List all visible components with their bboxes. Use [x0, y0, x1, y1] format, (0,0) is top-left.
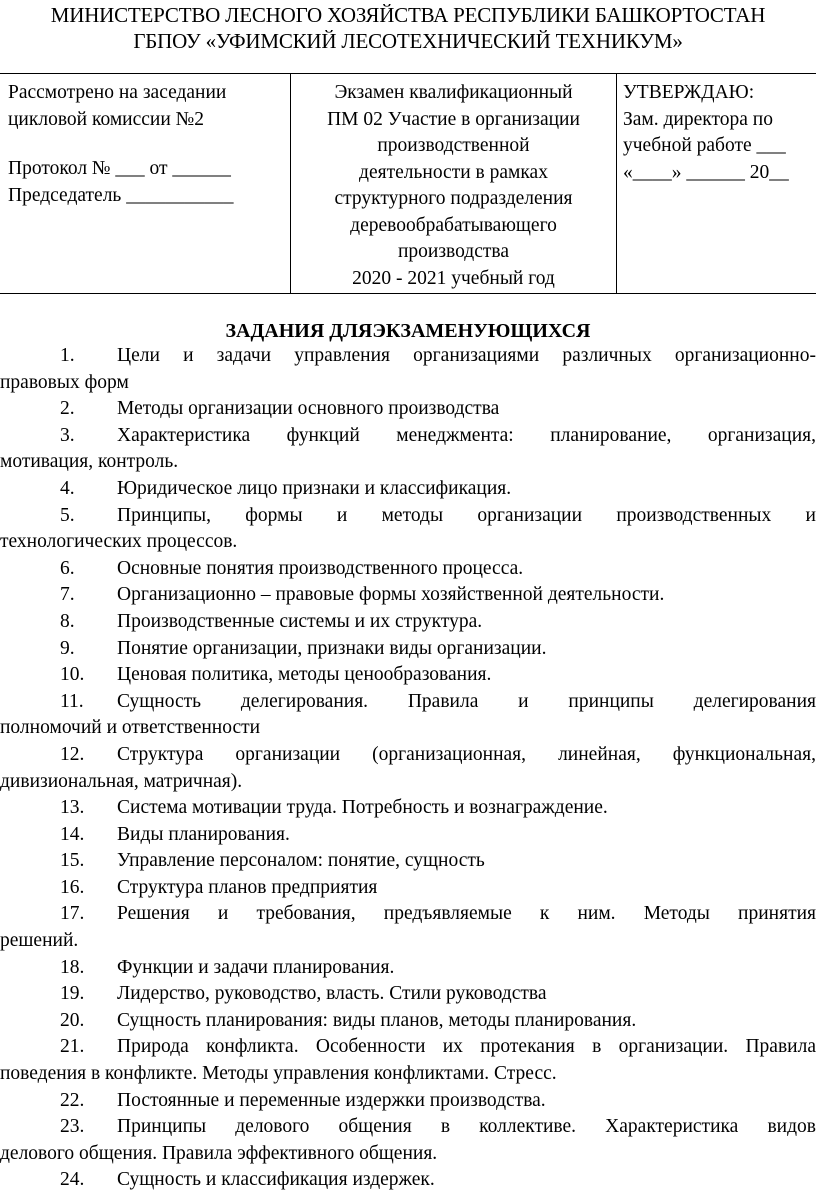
task-number: 12. [60, 743, 85, 765]
task-text: Юридическое лицо признаки и классификация. [117, 477, 512, 499]
exam-line: ПМ 02 Участие в организации [327, 108, 580, 130]
task-text: Виды планирования. [117, 823, 290, 845]
task-item [0, 1088, 816, 1115]
task-text: Сущность планирования: виды планов, методы планирования. [117, 1009, 637, 1031]
task-number: 3. [60, 424, 75, 446]
school-name: ГБПОУ «УФИМСКИЙ ЛЕСОТЕХНИЧЕСКИЙ ТЕХНИКУМ» [133, 29, 683, 53]
task-item [0, 689, 816, 742]
task-item [0, 582, 816, 609]
exam-cell [290, 74, 616, 293]
task-item [0, 1008, 816, 1035]
task-text: Методы организации основного производства [117, 398, 500, 420]
task-item [0, 476, 816, 503]
task-item [0, 662, 816, 689]
task-text: Функции и задачи планирования. [117, 956, 395, 978]
exam-line: производства [397, 241, 510, 262]
task-text: Сущность и классификация издержек. [117, 1169, 435, 1191]
task-number: 24. [60, 1169, 85, 1191]
task-number: 21. [60, 1036, 85, 1058]
task-text: Понятие организации, признаки виды организации. [117, 637, 547, 659]
task-item [0, 503, 816, 556]
task-text: Принципы делового общения в коллективе. Характеристика видов [117, 1116, 816, 1138]
document-header [0, 0, 816, 54]
academic-year: 2020 - 2021 учебный год [352, 267, 555, 289]
task-text: Решения и требования, предъявляемые к ним. Методы принятия [117, 903, 816, 925]
task-number: 5. [60, 504, 75, 526]
task-number: 7. [60, 584, 75, 606]
task-number: 13. [60, 797, 85, 819]
task-number: 15. [60, 850, 85, 872]
task-number: 11. [60, 690, 84, 712]
task-text-continued: делового общения. Правила эффективного общения. [0, 1142, 438, 1164]
exam-line: Экзамен квалификационный [334, 82, 573, 103]
task-item [0, 556, 816, 583]
approval-table [0, 73, 816, 294]
task-item [0, 875, 816, 902]
protocol-line: Протокол № ___ от ______ [8, 158, 231, 179]
task-item [0, 1114, 816, 1167]
task-item [0, 343, 816, 396]
task-number: 22. [60, 1089, 85, 1111]
review-line: цикловой комиссии №2 [8, 108, 205, 130]
approve-heading: УТВЕРЖДАЮ: [623, 82, 755, 103]
exam-line: деревообрабатывающего [350, 214, 557, 236]
task-number: 4. [60, 477, 75, 499]
task-text: Производственные системы и их структура. [117, 610, 483, 632]
task-text-continued: решений. [0, 930, 79, 952]
approve-line: Зам. директора по [623, 108, 773, 130]
ministry-name: МИНИСТЕРСТВО ЛЕСНОГО ХОЗЯЙСТВА РЕСПУБЛИКИ БАШКОРТОСТАН [50, 3, 766, 27]
task-text: Цели и задачи управления организациями различных организационно- [117, 345, 816, 366]
task-text: Структура планов предприятия [117, 876, 378, 898]
task-text: Организационно – правовые формы хозяйственной деятельности. [117, 584, 665, 606]
task-number: 1. [60, 345, 75, 366]
task-item [0, 822, 816, 849]
approve-line: учебной работе ___ [623, 135, 786, 156]
task-number: 20. [60, 1009, 85, 1031]
task-text: Управление персоналом: понятие, сущность [117, 850, 485, 872]
task-text: Принципы, формы и методы организации производственных и [117, 504, 816, 526]
task-number: 6. [60, 557, 75, 579]
task-text: Ценовая политика, методы ценообразования. [117, 664, 492, 686]
task-item [0, 1034, 816, 1087]
task-item [0, 742, 816, 795]
exam-line: производственной [377, 135, 530, 156]
task-text: Основные понятия производственного процесса. [117, 557, 524, 579]
task-text: Природа конфликта. Особенности их протекания в организации. Правила [117, 1036, 816, 1058]
exam-line: деятельности в рамках [359, 161, 548, 183]
review-cell [0, 74, 290, 293]
task-number: 9. [60, 637, 75, 659]
task-text: Сущность делегирования. Правила и принципы делегирования [117, 690, 816, 712]
task-list [0, 343, 816, 1194]
review-line: Рассмотрено на заседании [8, 82, 227, 103]
task-text-continued: мотивация, контроль. [0, 451, 179, 473]
task-item [0, 981, 816, 1008]
tasks-title: ЗАДАНИЯ ДЛЯЭКЗАМЕНУЮЩИХСЯ [225, 320, 591, 342]
task-text-continued: технологических процессов. [0, 531, 238, 553]
task-item [0, 423, 816, 476]
task-text-continued: правовых форм [0, 371, 129, 393]
chairman-line: Председатель ___________ [8, 184, 234, 206]
task-item [0, 795, 816, 822]
task-item [0, 396, 816, 423]
task-text: Лидерство, руководство, власть. Стили руководства [117, 983, 547, 1005]
task-number: 14. [60, 823, 85, 845]
task-text: Характеристика функций менеджмента: планирование, организация, [117, 424, 816, 446]
task-number: 19. [60, 983, 85, 1005]
task-text-continued: дивизиональная, матричная). [0, 770, 243, 792]
task-item [0, 609, 816, 636]
task-item [0, 901, 816, 954]
task-number: 17. [60, 903, 85, 925]
task-number: 8. [60, 610, 75, 632]
task-text: Постоянные и переменные издержки производства. [117, 1089, 546, 1111]
approve-date-line: «____» ______ 20__ [623, 161, 789, 183]
task-item [0, 955, 816, 982]
task-number: 2. [60, 398, 75, 420]
task-number: 23. [60, 1116, 85, 1138]
task-number: 16. [60, 876, 85, 898]
task-text-continued: полномочий и ответственности [0, 717, 261, 739]
task-item [0, 636, 816, 663]
approval-cell [616, 74, 816, 293]
task-number: 18. [60, 956, 85, 978]
task-item [0, 848, 816, 875]
task-text-continued: поведения в конфликте. Методы управления конфликтами. Стресс. [0, 1063, 557, 1085]
task-text: Система мотивации труда. Потребность и вознаграждение. [117, 797, 608, 819]
exam-line: структурного подразделения [334, 188, 573, 209]
task-text: Структура организации (организационная, линейная, функциональная, [117, 743, 816, 765]
task-number: 10. [60, 664, 85, 686]
task-item [0, 1167, 816, 1194]
